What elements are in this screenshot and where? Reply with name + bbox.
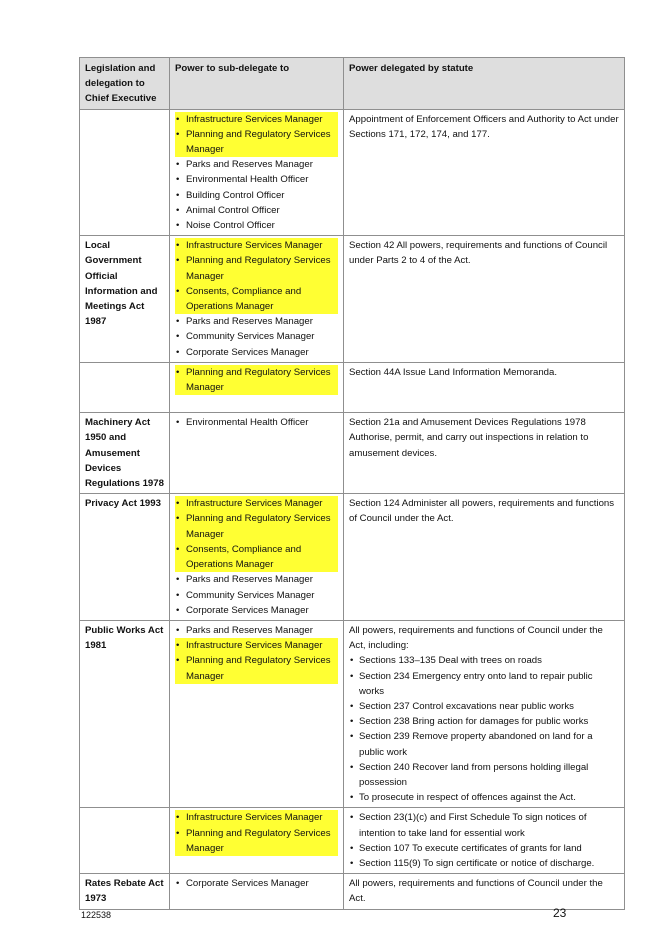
legislation-cell	[80, 109, 170, 236]
subdelegate-list	[175, 810, 338, 856]
list-item: • Noise Control Officer	[175, 218, 338, 233]
legislation-cell: Public Works Act 1981	[80, 620, 170, 807]
subdelegate-list	[175, 365, 338, 395]
table-row	[80, 874, 625, 909]
subdelegate-list	[175, 876, 338, 891]
legislation-cell: Privacy Act 1993	[80, 494, 170, 621]
list-item: • Parks and Reserves Manager	[175, 157, 338, 172]
statute-cell	[344, 494, 625, 621]
subdelegate-cell	[170, 109, 344, 236]
list-item: • Corporate Services Manager	[175, 345, 338, 360]
header-statute: Power delegated by statute	[344, 58, 625, 110]
list-item: • Environmental Health Officer	[175, 415, 338, 430]
list-item: • Planning and Regulatory Services Manager	[175, 253, 338, 283]
statute-text: Section 42 All powers, requirements and functions of Council under Parts 2 to 4 of the Act.	[349, 240, 608, 267]
list-item: • Parks and Reserves Manager	[175, 623, 338, 638]
list-item: • Section 107 To execute certificates of grants for land	[349, 841, 619, 856]
legislation-cell: Rates Rebate Act 1973	[80, 874, 170, 909]
list-item: • Planning and Regulatory Services Manager	[175, 365, 338, 395]
table-row	[80, 808, 625, 874]
list-item: • Infrastructure Services Manager	[175, 112, 338, 127]
list-item: • Section 234 Emergency entry onto land to repair public works	[349, 669, 619, 699]
page-number: 23	[553, 906, 567, 920]
list-item: • Community Services Manager	[175, 588, 338, 603]
subdelegate-cell	[170, 874, 344, 909]
subdelegate-list	[175, 415, 338, 430]
list-item: • Section 239 Remove property abandoned on land for a public work	[349, 729, 619, 759]
subdelegate-list	[175, 496, 338, 618]
statute-text: Section 44A Issue Land Information Memoranda.	[349, 366, 557, 378]
statute-cell	[344, 362, 625, 412]
statute-text: Appointment of Enforcement Officers and Authority to Act under Sections 171, 172, 174, and 177.	[349, 113, 619, 140]
subdelegate-cell	[170, 808, 344, 874]
list-item: • Section 237 Control excavations near public works	[349, 699, 619, 714]
statute-cell	[344, 874, 625, 909]
subdelegate-cell	[170, 494, 344, 621]
table-row	[80, 494, 625, 621]
legislation-cell: Local Government Official Information and Meetings Act 1987	[80, 236, 170, 363]
list-item: • Corporate Services Manager	[175, 876, 338, 891]
subdelegate-cell	[170, 236, 344, 363]
subdelegate-list	[175, 112, 338, 234]
list-item: • Infrastructure Services Manager	[175, 638, 338, 653]
statute-bullets	[349, 810, 619, 871]
list-item: • Planning and Regulatory Services Manager	[175, 826, 338, 856]
statute-text: Section 21a and Amusement Devices Regulations 1978 Authorise, permit, and carry out inspections in relation to amusement devices.	[349, 417, 589, 459]
statute-text: All powers, requirements and functions of Council under the Act, including:	[349, 624, 603, 652]
header-legislation: Legislation and delegation to Chief Executive	[80, 58, 170, 110]
subdelegate-list	[175, 623, 338, 684]
statute-text: All powers, requirements and functions of Council under the Act.	[349, 878, 603, 905]
list-item: • Animal Control Officer	[175, 203, 338, 218]
table-row	[80, 236, 625, 363]
subdelegate-cell	[170, 620, 344, 807]
table-row	[80, 413, 625, 494]
list-item: • Building Control Officer	[175, 188, 338, 203]
subdelegate-list	[175, 238, 338, 360]
list-item: • Consents, Compliance and Operations Manager	[175, 284, 338, 314]
list-item: • Section 238 Bring action for damages for public works	[349, 714, 619, 729]
list-item: • Sections 133–135 Deal with trees on roads	[349, 653, 619, 668]
list-item: • Parks and Reserves Manager	[175, 572, 338, 587]
list-item: • Section 240 Recover land from persons holding illegal possession	[349, 760, 619, 790]
list-item: • Environmental Health Officer	[175, 172, 338, 187]
list-item: • Planning and Regulatory Services Manager	[175, 127, 338, 157]
table-row	[80, 362, 625, 412]
list-item: • Consents, Compliance and Operations Manager	[175, 542, 338, 572]
list-item: • Parks and Reserves Manager	[175, 314, 338, 329]
statute-cell	[344, 808, 625, 874]
list-item: • Infrastructure Services Manager	[175, 238, 338, 253]
subdelegate-cell	[170, 362, 344, 412]
subdelegate-cell	[170, 413, 344, 494]
table-row	[80, 620, 625, 807]
list-item: • Infrastructure Services Manager	[175, 496, 338, 511]
list-item: • Planning and Regulatory Services Manager	[175, 653, 338, 683]
statute-bullets	[349, 653, 619, 805]
table-row	[80, 109, 625, 236]
legislation-cell: Machinery Act 1950 and Amusement Devices Regulations 1978	[80, 413, 170, 494]
list-item: • Section 115(9) To sign certificate or notice of discharge.	[349, 856, 619, 871]
table-header-row	[80, 58, 625, 110]
statute-cell	[344, 413, 625, 494]
list-item: • Planning and Regulatory Services Manager	[175, 511, 338, 541]
legislation-cell	[80, 362, 170, 412]
delegations-table	[79, 57, 625, 910]
list-item: • Corporate Services Manager	[175, 603, 338, 618]
list-item: • Infrastructure Services Manager	[175, 810, 338, 825]
list-item: • Community Services Manager	[175, 329, 338, 344]
document-id: 122538	[81, 910, 112, 920]
list-item: • Section 23(1)(c) and First Schedule To sign notices of intention to take land for essential work	[349, 810, 619, 840]
list-item: • To prosecute in respect of offences against the Act.	[349, 790, 619, 805]
statute-cell	[344, 236, 625, 363]
legislation-cell	[80, 808, 170, 874]
statute-cell	[344, 109, 625, 236]
statute-cell	[344, 620, 625, 807]
header-subdelegate: Power to sub-delegate to	[170, 58, 344, 110]
statute-text: Section 124 Administer all powers, requirements and functions of Council under the Act.	[349, 498, 615, 525]
